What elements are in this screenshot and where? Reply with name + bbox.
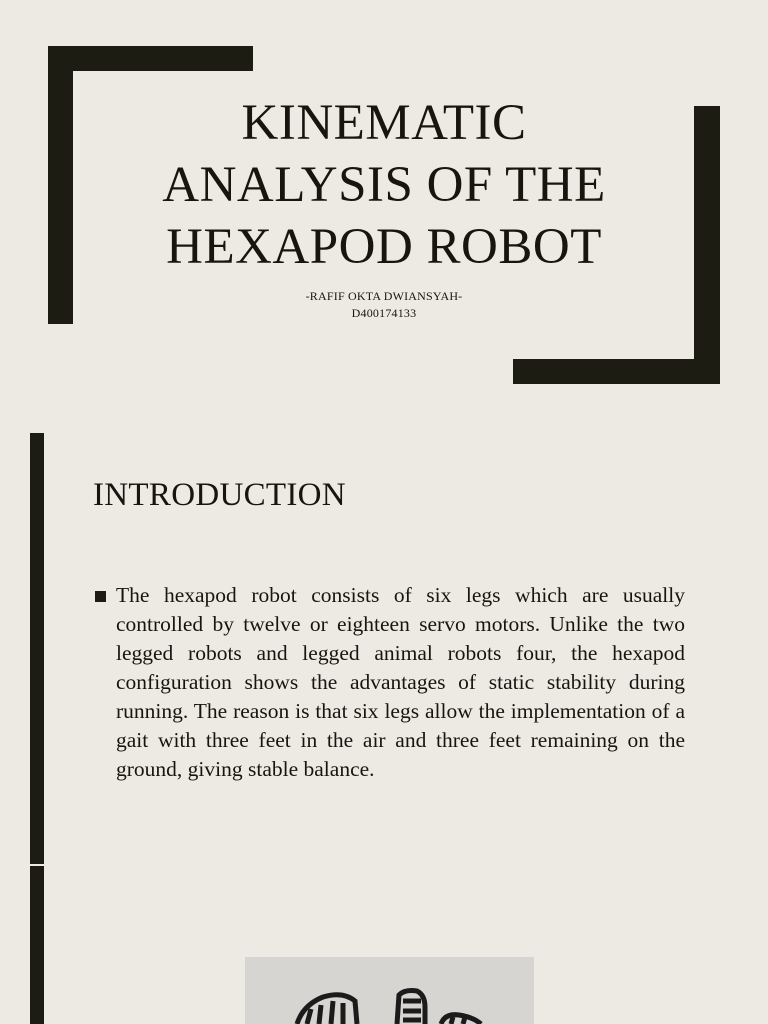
section-heading: INTRODUCTION bbox=[93, 477, 346, 513]
title-slide bbox=[0, 0, 768, 415]
presentation-title bbox=[100, 92, 668, 278]
student-id: D400174133 bbox=[351, 306, 417, 320]
accent-bar bbox=[30, 433, 44, 1024]
frame-bar-top-left bbox=[48, 46, 253, 71]
accent-bar-gap bbox=[30, 864, 44, 866]
author-name: -RAFIF OKTA DWIANSYAH- bbox=[305, 289, 463, 303]
frame-bar-left bbox=[48, 46, 73, 324]
hexapod-robot-photo bbox=[245, 957, 534, 1024]
bullet-text: The hexapod robot consists of six legs which are usually controlled by twelve or eighteen servo motors. Unlike the two legged robots and legged animal robots four, the hexapod configuration shows the advantages of static stability during running. The reason is that six legs allow the implementation of a gait with three feet in the air and three feet remaining on the ground, giving stable balance. bbox=[116, 583, 685, 781]
frame-bar-right bbox=[694, 106, 720, 384]
title-line-1: KINEMATIC bbox=[241, 95, 527, 151]
frame-bar-bottom-right bbox=[513, 359, 720, 384]
introduction-slide bbox=[0, 415, 768, 1024]
title-line-3: HEXAPOD ROBOT bbox=[166, 219, 602, 275]
square-bullet-icon bbox=[95, 591, 106, 602]
bullet-item bbox=[93, 581, 685, 784]
title-line-2: ANALYSIS OF THE bbox=[162, 157, 606, 213]
hexapod-robot-image bbox=[245, 957, 534, 1024]
